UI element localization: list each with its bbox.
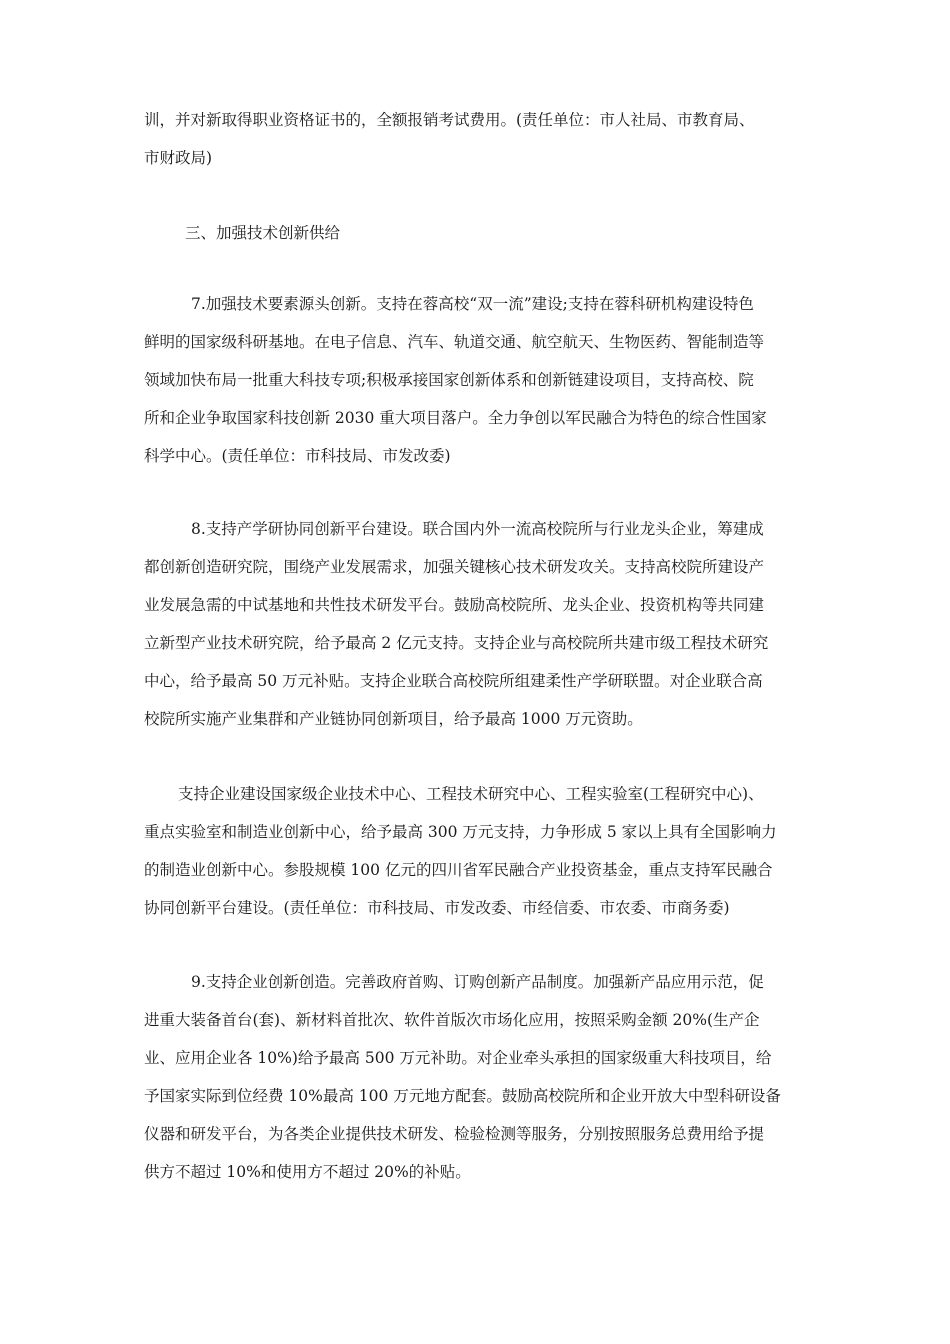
paragraph-item-8 bbox=[144, 510, 824, 738]
text-line: 训，并对新取得职业资格证书的，全额报销考试费用。(责任单位：市人社局、市教育局、 bbox=[144, 111, 755, 129]
section-heading bbox=[144, 214, 824, 252]
text-line: 支持企业建设国家级企业技术中心、工程技术研究中心、工程实验室(工程研究中心)、 bbox=[178, 785, 764, 803]
text-line: 7.加强技术要素源头创新。支持在蓉高校“双一流”建设;支持在蓉科研机构建设特色 bbox=[191, 295, 754, 313]
heading-text: 三、加强技术创新供给 bbox=[185, 224, 341, 242]
text-line: 8.支持产学研协同创新平台建设。联合国内外一流高校院所与行业龙头企业，筹建成 bbox=[191, 520, 764, 538]
text-line: 校院所实施产业集群和产业链协同创新项目，给予最高 1000 万元资助。 bbox=[144, 710, 643, 728]
text-line: 供方不超过 10%和使用方不超过 20%的补贴。 bbox=[144, 1163, 471, 1181]
text-line: 9.支持企业创新创造。完善政府首购、订购创新产品制度。加强新产品应用示范，促 bbox=[191, 973, 764, 991]
text-line: 鲜明的国家级科研基地。在电子信息、汽车、轨道交通、航空航天、生物医药、智能制造等 bbox=[144, 333, 765, 351]
text-line: 重点实验室和制造业创新中心，给予最高 300 万元支持，力争形成 5 家以上具有全国影响力 bbox=[144, 823, 777, 841]
text-line: 中心，给予最高 50 万元补贴。支持企业联合高校院所组建柔性产学研联盟。对企业联合高 bbox=[144, 672, 763, 690]
text-line: 领域加快布局一批重大科技专项;积极承接国家创新体系和创新链建设项目，支持高校、院 bbox=[144, 371, 754, 389]
paragraph-item-8-continued bbox=[144, 775, 824, 927]
text-line: 进重大装备首台(套)、新材料首批次、软件首版次市场化应用，按照采购金额 20%(生产企 bbox=[144, 1011, 760, 1029]
text-line: 协同创新平台建设。(责任单位：市科技局、市发改委、市经信委、市农委、市商务委) bbox=[144, 899, 730, 917]
text-line: 都创新创造研究院，围绕产业发展需求，加强关键核心技术研发攻关。支持高校院所建设产 bbox=[144, 558, 765, 576]
text-line: 业发展急需的中试基地和共性技术研发平台。鼓励高校院所、龙头企业、投资机构等共同建 bbox=[144, 596, 765, 614]
paragraph-item-9 bbox=[144, 963, 824, 1191]
text-line: 科学中心。(责任单位：市科技局、市发改委) bbox=[144, 447, 451, 465]
text-line: 仪器和研发平台，为各类企业提供技术研发、检验检测等服务，分别按照服务总费用给予提 bbox=[144, 1125, 765, 1143]
text-line: 的制造业创新中心。参股规模 100 亿元的四川省军民融合产业投资基金，重点支持军民融合 bbox=[144, 861, 773, 879]
paragraph-item-7 bbox=[144, 285, 824, 475]
text-line: 业、应用企业各 10%)给予最高 500 万元补助。对企业牵头承担的国家级重大科技项目，给 bbox=[144, 1049, 772, 1067]
text-line: 立新型产业技术研究院，给予最高 2 亿元支持。支持企业与高校院所共建市级工程技术研究 bbox=[144, 634, 769, 652]
text-line: 予国家实际到位经费 10%最高 100 万元地方配套。鼓励高校院所和企业开放大中型科研设备 bbox=[144, 1087, 781, 1105]
text-line: 所和企业争取国家科技创新 2030 重大项目落户。全力争创以军民融合为特色的综合性国家 bbox=[144, 409, 767, 427]
text-line: 市财政局) bbox=[144, 149, 213, 167]
paragraph-continuation bbox=[144, 101, 824, 177]
